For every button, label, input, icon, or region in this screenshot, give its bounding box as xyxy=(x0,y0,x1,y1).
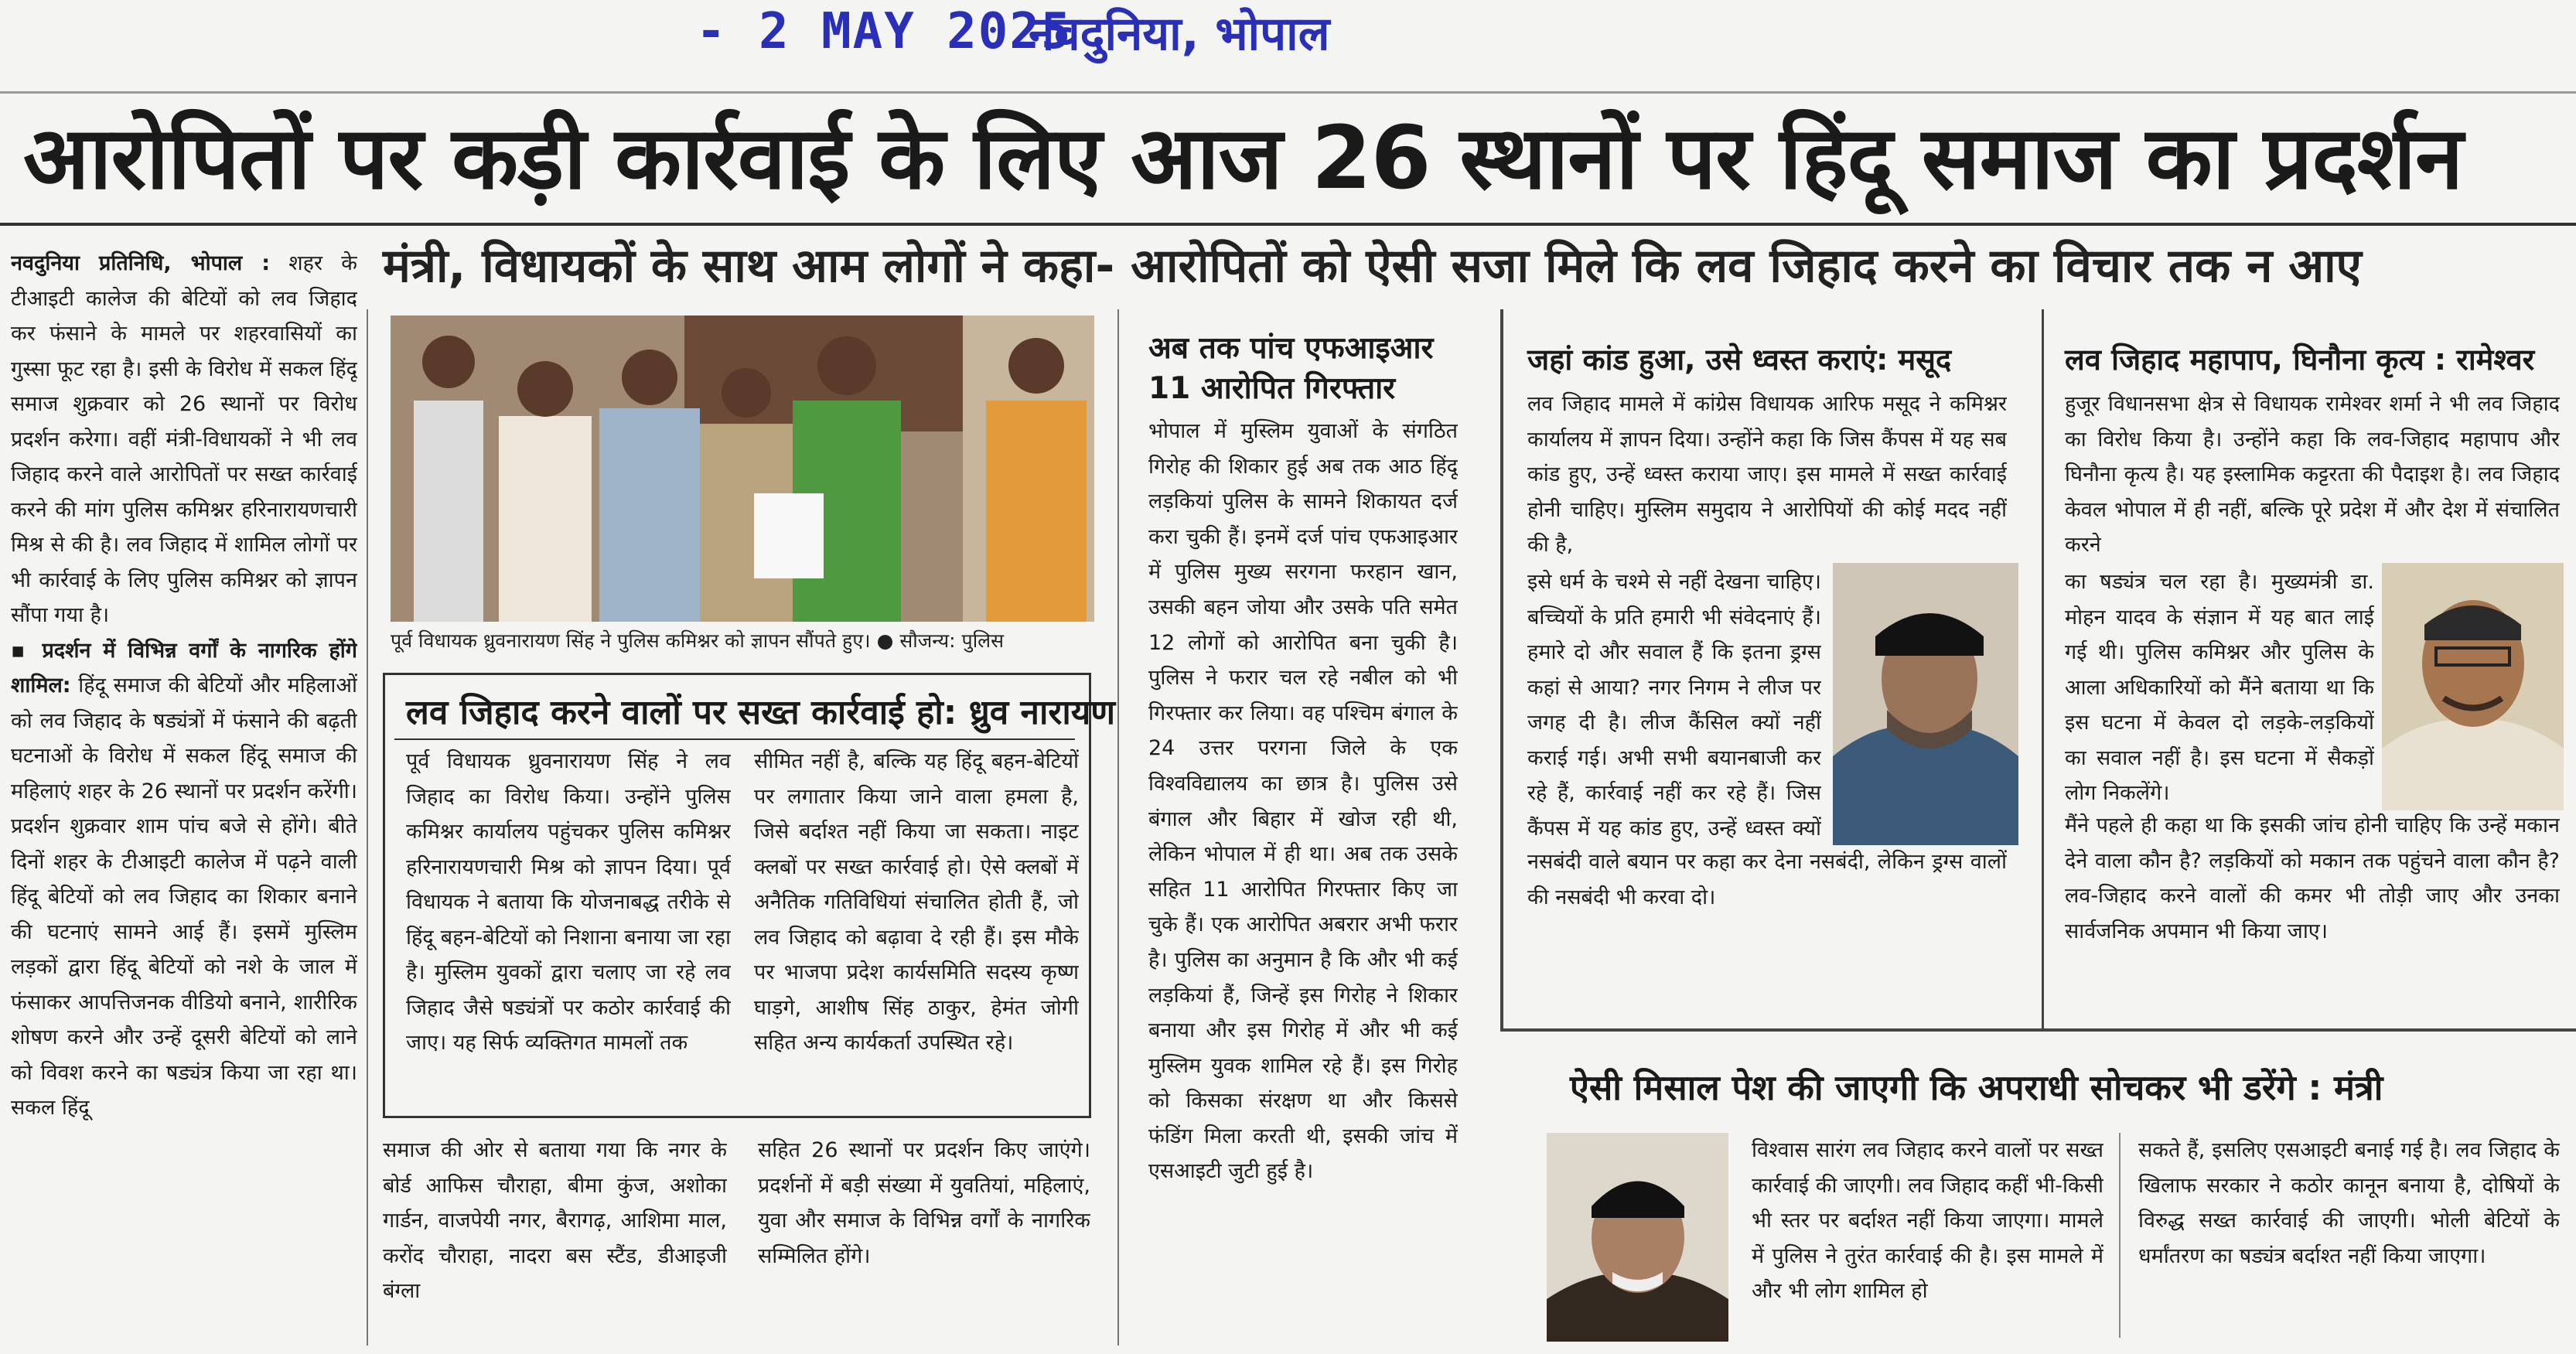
newspaper-name-stamp: नवदुनिया, भोपाल xyxy=(1029,7,1330,61)
rameshwar-sharma-photo xyxy=(2382,563,2564,810)
minister-text-col-a: विश्वास सारंग लव जिहाद करने वालों पर सख्त कार्रवाई की जाएगी। लव जिहाद कहीं भी-किसी भी स्तर पर बर्दाश्त नहीं किया जाएगा। मामले में पुलिस ने तुरंत कार्रवाई की है। इस मामले में और भी लोग शामिल हो xyxy=(1752,1138,2103,1303)
minister-col-divider xyxy=(2119,1133,2121,1338)
rameshwar-text-narrow: का षड्यंत्र चल रहा है। मुख्यमंत्री डा. मोहन यादव के संज्ञान में यह बात लाई गई थी। पुलिस कमिश्नर और पुलिस के आला अधिकारियों को मैंने बताया था कि इस घटना में केवल दो लड़के-लड़कियों का सवाल नहीं है। इस घटना में सैकड़ों लोग निकलेंगे। xyxy=(2065,570,2374,805)
lead-continuation-col-a: समाज की ओर से बताया गया कि नगर के बोर्ड आफिस चौराहा, बीमा कुंज, अशोका गार्डन, वाजपेयी नगर, बैरागढ़, आशिमा माल, करोंद चौराहा, नादरा बस स्टैंड, डीआइजी बंग्ला xyxy=(383,1138,727,1303)
dhruv-narayan-text-col-a: पूर्व विधायक ध्रुवनारायण सिंह ने लव जिहाद का विरोध किया। उन्होंने पुलिस कमिश्नर कार्यालय पहुंचकर पुलिस कमिश्नर हरिनारायणचारी मिश्र को ज्ञापन दिया। पूर्व विधायक ने बताया कि योजनाबद्ध तरीके से हिंदू बहन-बेटियों को निशाना बनाया जा रहा है। मुस्लिम युवकों द्वारा चलाए जा रहे लव जिहाद जैसे षड्यंत्रों पर कठोर कार्रवाई की जाए। यह सिर्फ व्यक्तिगत मामलों तक xyxy=(406,749,731,1055)
fir-column-text: भोपाल में मुस्लिम युवाओं के संगठित गिरोह की शिकार हुई अब तक आठ हिंदू लड़कियां पुलिस के सामने शिकायत दर्ज करा चुकी हैं। इनमें दर्ज पांच एफआइआर में पुलिस मुख्य सरगना फरहान खान, उसकी बहन जोया और उसके पति समेत 12 लोगों को आरोपित बना चुकी है। पुलिस ने फरार चल रहे नबील को भी गिरफ्तार कर लिया। वह पश्चिम बंगाल के 24 उत्तर परगना जिले के एक विश्वविद्यालय का छात्र है। पुलिस उसे बंगाल और बिहार में खोज रही थी, लेकिन भोपाल में ही था। अब तक उसके सहित 11 आरोपित गिरफ्तार किए जा चुके हैं। एक आरोपित अबरार अभी फरार है। पुलिस का अनुमान है कि और भी कई लड़कियां हैं, जिन्हें इस गिरोह ने शिकार बनाया और इस गिरोह में और भी कई मुस्लिम युवक शामिल रहे हैं। इस गिरोह को किसका संरक्षण था और किससे फंडिंग मिला करती थी, इसकी जांच में एसआइटी जुटी हुई है। xyxy=(1148,419,1458,1184)
minister-box-top-rule xyxy=(1500,1028,2576,1032)
lead-continuation-col-b: सहित 26 स्थानों पर प्रदर्शन किए जाएंगे। प्रदर्शनों में बड़ी संख्या में युवतियां, महिलाएं, युवा और समाज के विभिन्न वर्गों के नागरिक सम्मिलित होंगे। xyxy=(758,1138,1090,1268)
memorandum-handover-photo xyxy=(391,315,1094,622)
byline: नवदुनिया प्रतिनिधि, भोपाल : xyxy=(11,251,271,275)
lead-story-text-1: शहर के टीआइटी कालेज की बेटियों को लव जिहाद कर फंसाने के मामले पर शहरवासियों का गुस्सा फूट रहा है। इसी के विरोध में सकल हिंदू समाज शुक्रवार को 26 स्थानों पर विरोध प्रदर्शन करेगा। वहीं मंत्री-विधायकों ने भी लव जिहाद करने वाले आरोपितों पर सख्त कार्रवाई करने की मांग पुलिस कमिश्नर हरिनारायणचारी मिश्र से की है। लव जिहाद में शामिल लोगों पर भी कार्रवाई के लिए पुलिस कमिश्नर को ज्ञापन सौंपा गया है। xyxy=(11,251,357,627)
masood-heading: जहां कांड हुआ, उसे ध्वस्त कराएं: मसूद xyxy=(1527,343,1952,377)
lead-story-subhead: ▪ प्रदर्शन में विभिन्न वर्गों के नागरिक होंगे शामिल: xyxy=(11,638,357,697)
clipping-date-stamp: - 2 MAY 2025 xyxy=(696,3,1073,60)
rameshwar-heading: लव जिहाद महापाप, घिनौना कृत्य : रामेश्वर xyxy=(2065,343,2535,377)
masood-text-narrow: इसे धर्म के चश्मे से नहीं देखना चाहिए। बच्चियों के प्रति हमारी भी संवेदनाएं हैं। हमारे दो और सवाल हैं कि इतना ड्रग्स कहां से आया? नगर निगम ने लीज पर जगह दी है। लीज कैंसिल क्यों नहीं कराई गई। अभी सभी बयानबाजी कर रहे हैं, कार्रवाई नहीं कर रहे हैं। जिस कैंपस में यह कांड हुए, उन्हें ध्वस्त क्यों xyxy=(1527,570,1821,841)
headline-rule xyxy=(0,223,2576,226)
photo-caption: पूर्व विधायक ध्रुवनारायण सिंह ने पुलिस कमिश्नर को ज्ञापन सौंपते हुए। ● सौजन्य: पुलिस xyxy=(391,629,1005,652)
column-divider-2 xyxy=(1117,309,1119,1345)
column-divider-3 xyxy=(1500,309,1503,1028)
masood-text-tail: नसबंदी वाले बयान पर कहा कर देना नसबंदी, लेकिन ड्रग्स वालों की नसबंदी भी करवा दो। xyxy=(1527,850,2007,909)
dhruv-narayan-heading: लव जिहाद करने वालों पर सख्त कार्रवाई हो: ध्रुव नारायण xyxy=(406,693,1116,732)
rameshwar-text-tail: मैंने पहले ही कहा था कि इसकी जांच होनी चाहिए कि उन्हें मकान देने वाला कौन है? लड़कियों को मकान तक पहुंचने वाला कौन है? लव-जिहाद करने वालों की कमर भी तोड़ी जाए और उनका सार्वजनिक अपमान भी किया जाए। xyxy=(2065,813,2560,943)
arif-masood-photo xyxy=(1833,563,2018,845)
top-rule xyxy=(0,91,2576,94)
dhruv-heading-rule xyxy=(394,738,1075,740)
column-divider-1 xyxy=(367,309,368,1345)
rameshwar-text-full: हुजूर विधानसभा क्षेत्र से विधायक रामेश्वर शर्मा ने भी लव जिहाद का विरोध किया है। उन्होंने कहा कि लव-जिहाद महापाप और घिनौना कृत्य है। यह इस्लामिक कट्टरता की पैदाइश है। लव जिहाद केवल भोपाल में ही नहीं, बल्कि पूरे प्रदेश में और देश में संचालित करने xyxy=(2065,392,2560,557)
lead-story-column xyxy=(11,246,357,1344)
lead-story-text-2: हिंदू समाज की बेटियों और महिलाओं को लव जिहाद के षड्यंत्रों में फंसाने की बढ़ती घटनाओं के विरोध में सकल हिंदू समाज की महिलाएं शहर के 26 स्थानों पर प्रदर्शन करेंगी। प्रदर्शन शुक्रवार शाम पांच बजे से होंगे। बीते दिनों शहर के टीआइटी कालेज में पढ़ने वाली हिंदू बेटियों को लव जिहाद का शिकार बनाने की घटनाएं सामने आई हैं। इसमें मुस्लिम लड़कों द्वारा हिंदू बेटियों को नशे के जाल में फंसाकर आपत्तिजनक वीडियो बनाने, शारीरिक शोषण करने और उन्हें दूसरी बेटियों को लाने को विवश करने का षड्यंत्र किया जा रहा था। सकल हिंदू xyxy=(11,674,357,1120)
sub-headline: मंत्री, विधायकों के साथ आम लोगों ने कहा- आरोपितों को ऐसी सजा मिले कि लव जिहाद करने का विचार तक न आए xyxy=(383,239,2362,293)
fir-column-heading: अब तक पांच एफआइआर 11 आरोपित गिरफ्तार xyxy=(1148,331,1434,406)
vishwas-sarang-photo xyxy=(1547,1133,1728,1342)
minister-box-heading: ऐसी मिसाल पेश की जाएगी कि अपराधी सोचकर भी डरेंगे : मंत्री xyxy=(1570,1067,2383,1108)
main-headline: आरोपितों पर कड़ी कार्रवाई के लिए आज 26 स्थानों पर हिंदू समाज का प्रदर्शन xyxy=(23,108,2463,209)
column-divider-4 xyxy=(2042,309,2044,1028)
masood-text-full: लव जिहाद मामले में कांग्रेस विधायक आरिफ मसूद ने कमिश्नर कार्यालय में ज्ञापन दिया। उन्होंने कहा कि जिस कैंपस में यह सब कांड हुए, उन्हें ध्वस्त कराया जाए। इस मामले में सख्त कार्रवाई होनी चाहिए। मुस्लिम समुदाय ने आरोपियों की कोई मदद नहीं की है, xyxy=(1527,392,2007,557)
dhruv-narayan-text-col-b: सीमित नहीं है, बल्कि यह हिंदू बहन-बेटियों पर लगातार किया जाने वाला हमला है, जिसे बर्दाश्त नहीं किया जा सकता। नाइट क्लबों पर सख्त कार्रवाई हो। ऐसे क्लबों में अनैतिक गतिविधियां संचालित होती हैं, जो लव जिहाद को बढ़ावा दे रही हैं। इस मौके पर भाजपा प्रदेश कार्यसमिति सदस्य कृष्ण घाड़गे, आशीष सिंह ठाकुर, हेमंत जोगी सहित अन्य कार्यकर्ता उपस्थित रहे। xyxy=(754,749,1079,1055)
minister-text-col-b: सकते हैं, इसलिए एसआइटी बनाई गई है। लव जिहाद के खिलाफ सरकार ने कठोर कानून बनाया है, दोषियों के विरुद्ध सख्त कार्रवाई की जाएगी। भोली बेटियों के धर्मांतरण का षड्यंत्र बर्दाश्त नहीं किया जाएगा। xyxy=(2138,1138,2560,1268)
